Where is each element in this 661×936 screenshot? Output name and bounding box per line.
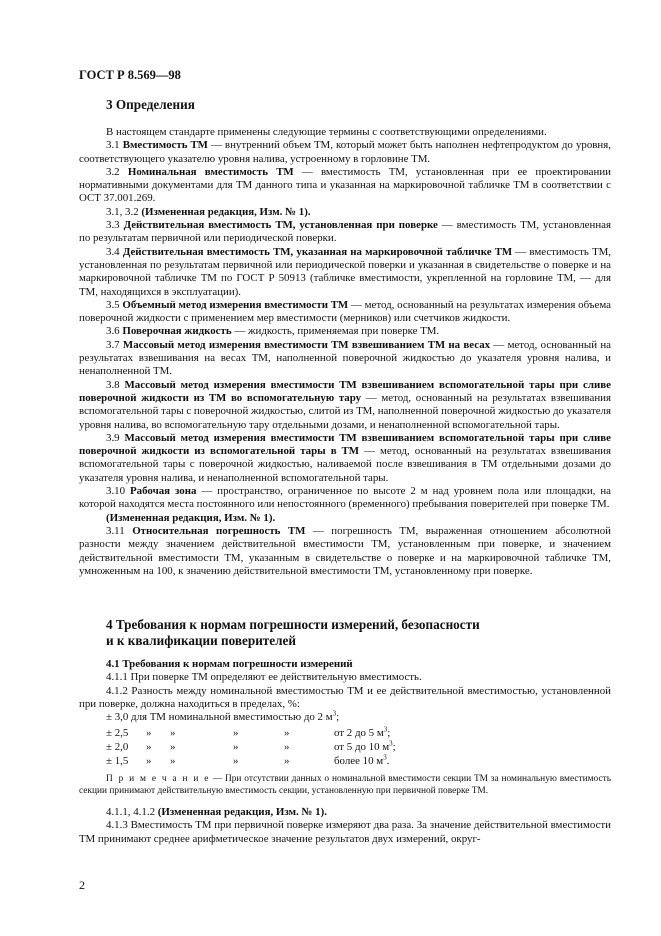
document-header: ГОСТ Р 8.569—98 <box>79 68 181 82</box>
definition-3-1: 3.1 Вместимость ТМ — внутренний объем ТМ, который может быть наполнен нефтепродуктом до уровня, соответствующего указателю уровня налива, устроенному в горловине ТМ. <box>79 139 611 165</box>
note-paragraph: П р и м е ч а н и е — При отсутствии данных о номинальной вместимости секции ТМ за номинальную вместимость секции принимают действительную вместимость секции, установленную при первичной поверке ТМ. <box>79 774 611 796</box>
paragraph-4-1-2: 4.1.2 Разность между номинальной вместимостью ТМ и ее действительной вместимостью, установленной при поверке, должна находиться в пределах, %: <box>79 684 611 710</box>
section-3-body <box>79 126 611 578</box>
edition-note-3: 4.1.1, 4.1.2 (Измененная редакция, Изм. № 1). <box>106 806 327 818</box>
definition-3-10: 3.10 Рабочая зона — пространство, ограниченное по высоте 2 м над уровнем пола или площадки, на которой находятся места постоянного или непостоянного (временного) пребывания поверителей при поверке ТМ. <box>79 485 611 511</box>
definition-3-11: 3.11 Относительная погрешность ТМ — погрешность ТМ, выраженная отношением абсолютной разности между значением действительной вместимости ТМ, установленным при поверке, и значением действительной вместимости ТМ, указанным в свидетельстве о поверке и на маркировочной табличке ТМ, умноженным на 100, к значению действительной вместимости ТМ, установленному при поверке. <box>79 524 611 577</box>
definition-3-7: 3.7 Массовый метод измерения вместимости ТМ взвешиванием ТМ на весах — метод, основанный на результатах взвешивания на весах ТМ, наполненной поверочной жидкостью до указателя уровня налива, и ненаполненной ТМ. <box>79 338 612 378</box>
section-3-title: 3 Определения <box>106 97 195 112</box>
tolerance-line-first: ± 3,0 для ТМ номинальной вместимостью до 2 $м^3$; <box>106 709 340 724</box>
section-4-title-line-1: 4 Требования к нормам погрешности измерений, безопасности <box>106 617 480 632</box>
definition-3-5: 3.5 Объемный метод измерения вместимости ТМ — метод, основанный на результатах измерения объема поверочной жидкости с применением мер вместимости (мерников) или счетчиков жидкости. <box>79 298 611 325</box>
tolerance-row: ± 2,5 » » » » от 2 до 5 $м^3$; <box>106 725 391 739</box>
intro-paragraph: В настоящем стандарте применены следующие термины с соответствующими определениями. <box>106 126 547 138</box>
tolerance-row: ± 2,0 » » » » от 5 до 10 $м^3$; <box>106 739 396 753</box>
definition-3-2: 3.2 Номинальная вместимость ТМ — вместимость ТМ, установленная при ее проектировании нормативными документами для ТМ данного типа и указанная на маркировочной табличке ТМ в соответствии с ОСТ 37.001.269. <box>79 165 611 205</box>
paragraph-4-1-3: 4.1.3 Вместимость ТМ при первичной поверке измеряют два раза. За значение действительной вместимости ТМ принимают среднее арифметическое значение результатов двух измерений, округ- <box>79 819 611 845</box>
definition-3-9: 3.9 Массовый метод измерения вместимости ТМ взвешиванием вспомогательной тары при сливе поверочной жидкости из вспомогательной тары в ТМ — метод, основанный на результатах взвешивания вспомогательной тары с поверочной жидкостью, наливаемой после взвешивания в ТМ отдельными дозами до указателя уровня налива, и ненаполненной вспомогательной тары. <box>79 431 611 484</box>
edition-note-2: (Измененная редакция, Изм. № 1). <box>106 511 276 524</box>
section-4-1-tail <box>79 806 611 846</box>
page-number: 2 <box>79 878 85 892</box>
definition-3-4: 3.4 Действительная вместимость ТМ, указанная на маркировочной табличке ТМ — вместимость ТМ, установленная по результатам первичной или периодической поверки и указанная в свидетельстве о поверке и на маркировочной табличке ТМ по ГОСТ Р 50913 (табличке вместимости, укрепленной на горловине ТМ, — для ТМ, находящихся в эксплуатации). <box>79 245 611 298</box>
edition-note-1: 3.1, 3.2 (Измененная редакция, Изм. № 1). <box>106 205 311 218</box>
tolerance-row: ± 1,5 » » » » более 10 $м^3$. <box>106 753 390 767</box>
subsection-4-1-title: 4.1 Требования к нормам погрешности измерений <box>106 658 353 670</box>
paragraph-4-1-1: 4.1.1 При поверке ТМ определяют ее действительную вместимость. <box>106 671 422 684</box>
definition-3-3: 3.3 Действительная вместимость ТМ, установленная при поверке — вместимость ТМ, установленная по результатам первичной или периодической поверки. <box>79 219 611 245</box>
definition-3-6: 3.6 Поверочная жидкость — жидкость, применяемая при поверке ТМ. <box>106 325 440 338</box>
section-4-1-body <box>79 658 611 724</box>
note-block <box>79 773 611 797</box>
definition-3-8: 3.8 Массовый метод измерения вместимости ТМ взвешиванием вспомогательной тары при сливе поверочной жидкости из ТМ во вспомогательную тару — метод, основанный на результатах взвешивания вспомогательной тары с поверочной жидкостью, слитой из ТМ, наполненной поверочной жидкостью до указателя уровня налива, во вспомогательную тару отдельными дозами, и ненаполненной вспомогательной тары. <box>79 378 611 431</box>
section-4-title-line-2: и к квалификации поверителей <box>106 633 296 648</box>
